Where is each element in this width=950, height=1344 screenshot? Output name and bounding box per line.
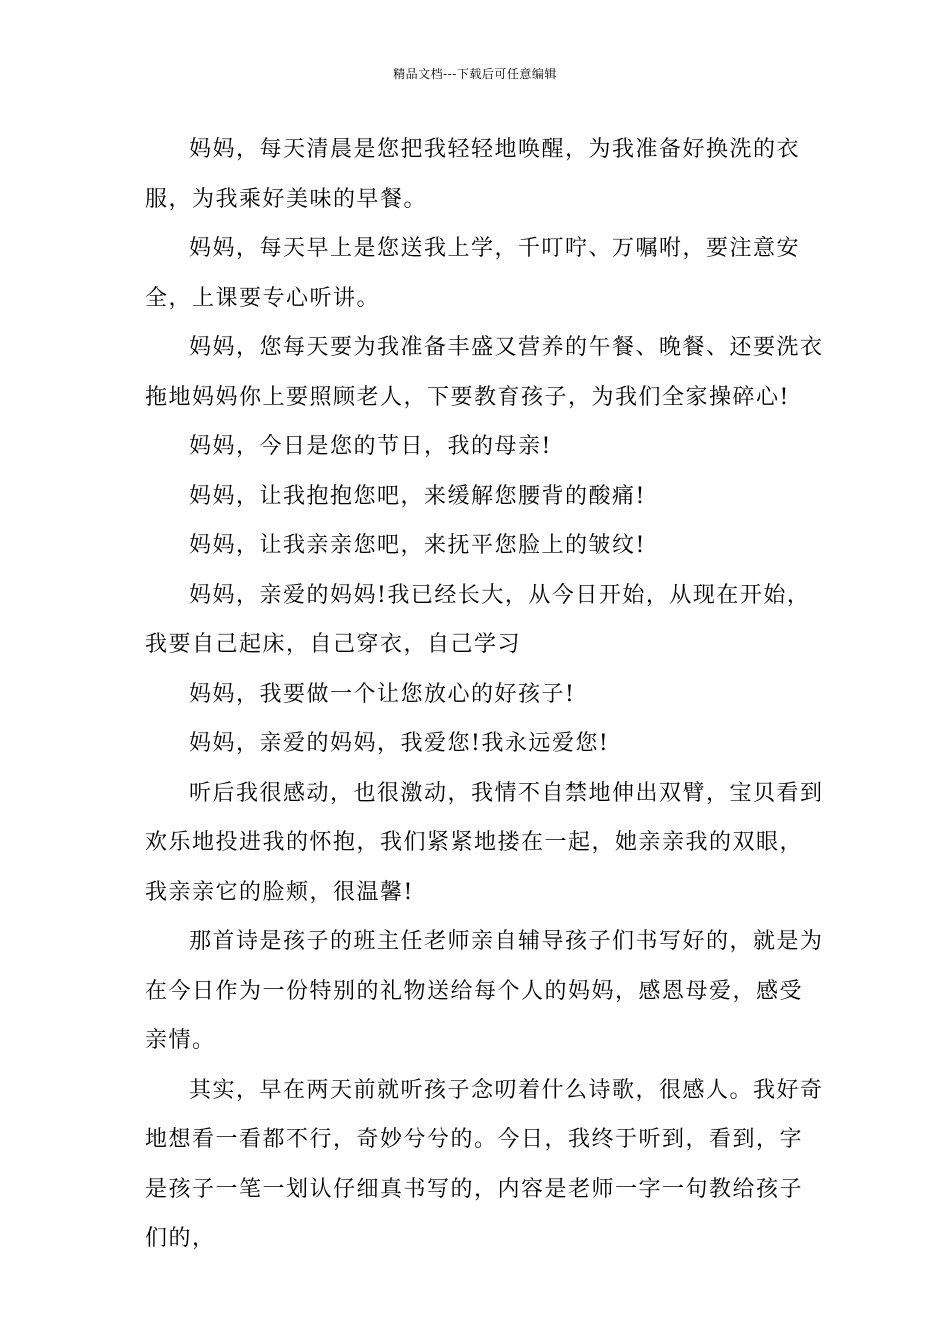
paragraph: 妈妈，今日是您的节日，我的母亲!: [189, 434, 552, 459]
paragraph: 妈妈，亲爱的妈妈!我已经长大，从今日开始，从现在开始，我要自己起床，自己穿衣，自己学习: [145, 582, 811, 657]
paragraph: 妈妈，让我抱抱您吧，来缓解您腰背的酸痛!: [189, 483, 646, 509]
paragraph: 妈妈，每天清晨是您把我轻轻地唤醒，为我准备好换洗的衣服，为我乘好美味的早餐。: [145, 137, 801, 212]
paragraph: 妈妈，每天早上是您送我上学，千叮咛、万嘱咐，要注意安全，上课要专心听讲。: [145, 236, 801, 311]
paragraph: 听后我很感动，也很激动，我情不自禁地伸出双臂，宝贝看到欢乐地投进我的怀抱，我们紧紧地搂在一起，她亲亲我的双眼，我亲亲它的脸颊，很温馨!: [145, 780, 824, 905]
paragraph: 妈妈，亲爱的妈妈，我爱您!我永远爱您!: [189, 731, 610, 756]
page-header: 精品文档---下载后可任意编辑: [393, 67, 557, 81]
paragraph: 妈妈，让我亲亲您吧，来抚平您脸上的皱纹!: [189, 533, 646, 558]
paragraph: 其实，早在两天前就听孩子念叨着什么诗歌，很感人。我好奇地想看一看都不行，奇妙兮兮的。今日，我终于听到，看到，字是孩子一笔一划认仔细真书写的，内容是老师一字一句教给孩子们的，: [145, 1077, 824, 1251]
paragraph: 那首诗是孩子的班主任老师亲自辅导孩子们书写好的，就是为在今日作为一份特别的礼物送给每个人的妈妈，感恩母爱，感受亲情。: [145, 929, 824, 1053]
paragraph: 妈妈，我要做一个让您放心的好孩子!: [189, 681, 576, 707]
document-body: [145, 125, 825, 1264]
paragraph: 妈妈，您每天要为我准备丰盛又营养的午餐、晚餐、还要洗衣拖地妈妈你上要照顾老人，下要教育孩子，为我们全家操碎心!: [145, 335, 824, 410]
